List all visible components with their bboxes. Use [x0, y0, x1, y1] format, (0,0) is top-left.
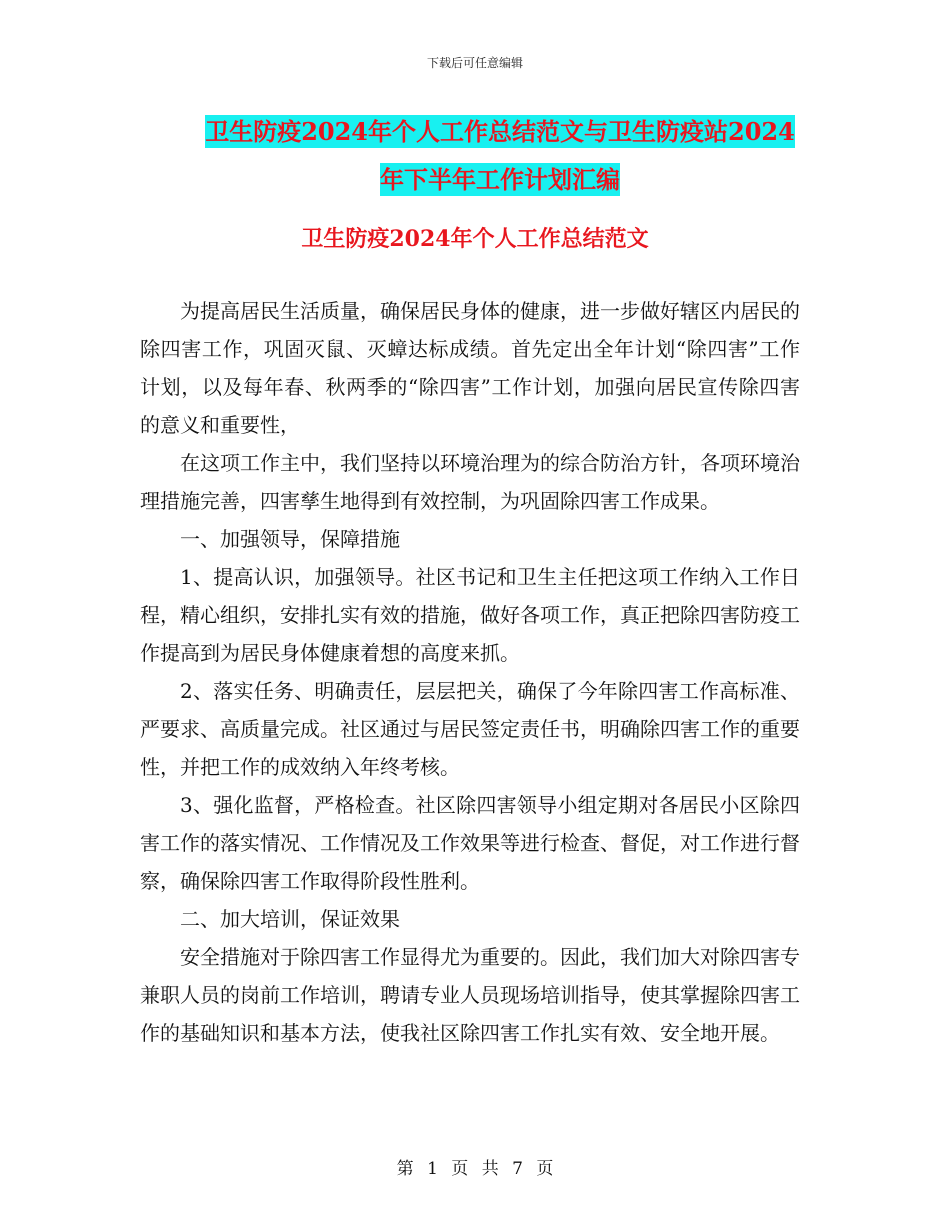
- body-text: [140, 292, 800, 1052]
- paragraph: 2、落实任务、明确责任，层层把关，确保了今年除四害工作高标准、严要求、高质量完成。社区通过与居民签定责任书，明确除四害工作的重要性，并把工作的成效纳入年终考核。: [140, 679, 800, 779]
- section-heading: 一、加强领导，保障措施: [180, 527, 400, 551]
- section-heading: 二、加大培训，保证效果: [180, 907, 400, 931]
- main-title-line-2: 年下半年工作计划汇编: [380, 165, 620, 194]
- section-title: 卫生防疫2024年个人工作总结范文: [301, 226, 649, 252]
- header-note: 下载后可任意编辑: [426, 56, 523, 70]
- paragraph: 在这项工作主中，我们坚持以环境治理为的综合防治方针，各项环境治理措施完善，四害孳生地得到有效控制，为巩固除四害工作成果。: [140, 451, 800, 513]
- main-title: [140, 108, 860, 204]
- paragraph: 安全措施对于除四害工作显得尤为重要的。因此，我们加大对除四害专兼职人员的岗前工作培训，聘请专业人员现场培训指导，使其掌握除四害工作的基础知识和基本方法，使我社区除四害工作扎实有效、安全地开展。: [140, 945, 800, 1045]
- paragraph: 3、强化监督，严格检查。社区除四害领导小组定期对各居民小区除四害工作的落实情况、工作情况及工作效果等进行检查、督促，对工作进行督察，确保除四害工作取得阶段性胜利。: [140, 793, 800, 893]
- main-title-line-1: 卫生防疫2024年个人工作总结范文与卫生防疫站2024: [205, 117, 795, 146]
- paragraph: 1、提高认识，加强领导。社区书记和卫生主任把这项工作纳入工作日程，精心组织，安排扎实有效的措施，做好各项工作，真正把除四害防疫工作提高到为居民身体健康着想的高度来抓。: [140, 565, 800, 665]
- paragraph: 为提高居民生活质量，确保居民身体的健康，进一步做好辖区内居民的除四害工作，巩固灭鼠、灭蟑达标成绩。首先定出全年计划“除四害”工作计划，以及每年春、秋两季的“除四害”工作计划，加强向居民宣传除四害的意义和重要性，: [140, 299, 800, 437]
- page-number: 第 1 页 共 7 页: [396, 1159, 554, 1179]
